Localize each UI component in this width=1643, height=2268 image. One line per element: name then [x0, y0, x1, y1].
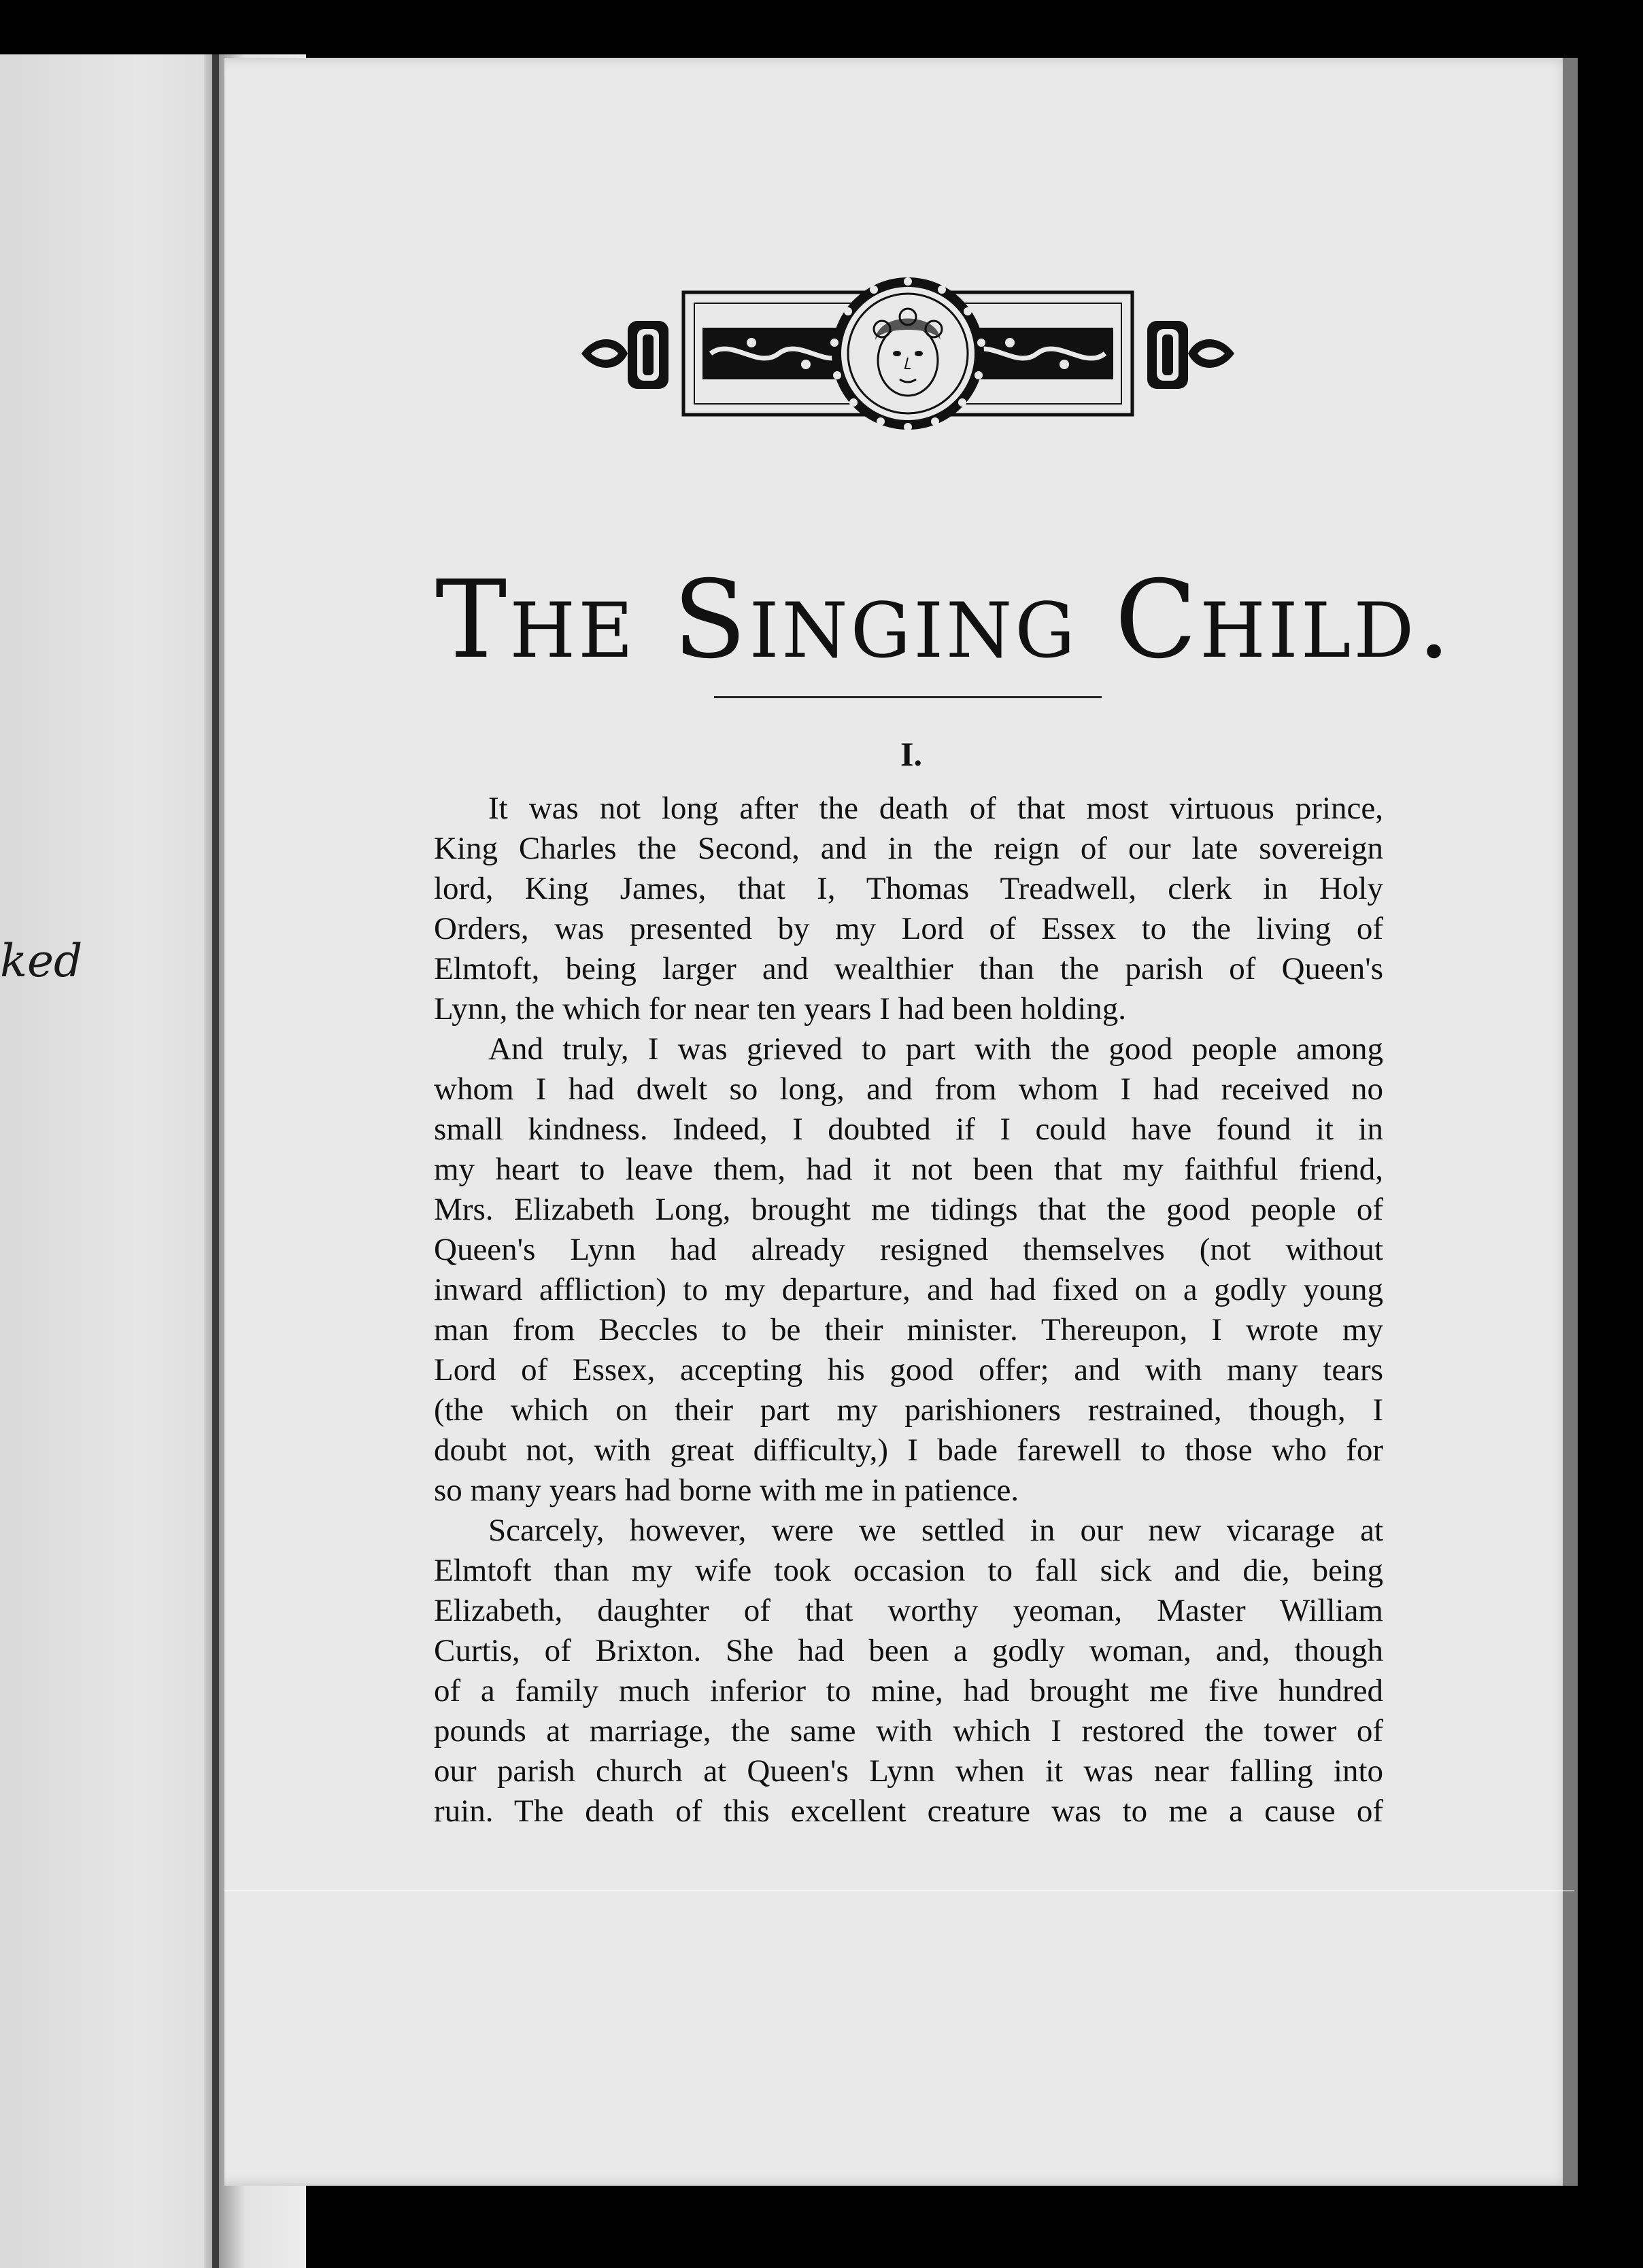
headpiece-ornament [575, 272, 1241, 435]
section-number: I. [900, 735, 922, 773]
text-line: Lynn, the which for near ten years I had been holding. [434, 991, 1127, 1027]
text-line: lord, King James, that I, Thomas Treadwell, clerk in Holy [434, 871, 1383, 906]
text-line: It was not long after the death of that most virtuous prince, [488, 791, 1383, 826]
text-line: Elmtoft than my wife took occasion to fall sick and die, being [434, 1553, 1383, 1588]
text-line: Curtis, of Brixton. She had been a godly woman, and, though [434, 1633, 1383, 1668]
text-line: of a family much inferior to mine, had brought me five hundred [434, 1673, 1383, 1708]
text-line: so many years had borne with me in patience. [434, 1473, 1019, 1508]
text-line: our parish church at Queen's Lynn when it was near falling into [434, 1753, 1383, 1789]
title-rule [714, 696, 1102, 698]
text-line: Elizabeth, daughter of that worthy yeoman, Master William [434, 1593, 1383, 1628]
text-line: (the which on their part my parishioners restrained, though, I [434, 1392, 1383, 1428]
body-text [434, 789, 1383, 1832]
facing-page-text-fragment: ked [0, 935, 83, 987]
text-line: my heart to leave them, had it not been that my faithful friend, [434, 1152, 1383, 1187]
text-line: Orders, was presented by my Lord of Essex to the living of [434, 911, 1383, 946]
page-title: The Singing Child. [435, 557, 1454, 683]
text-line: man from Beccles to be their minister. Thereupon, I wrote my [434, 1312, 1383, 1347]
text-line: Elmtoft, being larger and wealthier than the parish of Queen's [434, 951, 1383, 986]
text-line: small kindness. Indeed, I doubted if I could have found it in [434, 1112, 1383, 1147]
text-line: And truly, I was grieved to part with the good people among [488, 1031, 1383, 1067]
text-line: doubt not, with great difficulty,) I bade farewell to those who for [434, 1432, 1383, 1468]
text-line: Mrs. Elizabeth Long, brought me tidings that the good people of [434, 1192, 1383, 1227]
text-line: pounds at marriage, the same with which I restored the tower of [434, 1713, 1383, 1749]
facing-page [0, 54, 231, 2268]
scan-artifact-line [224, 1890, 1574, 1891]
text-line: inward affliction) to my departure, and had fixed on a godly young [434, 1272, 1383, 1307]
binding-crease [212, 54, 219, 2268]
text-line: Queen's Lynn had already resigned themselves (not without [434, 1232, 1383, 1267]
text-line: ruin. The death of this excellent creature was to me a cause of [434, 1793, 1383, 1829]
page-edge-shadow [1563, 58, 1578, 2186]
text-line: King Charles the Second, and in the reign of our late sovereign [434, 831, 1383, 866]
text-line: Lord of Essex, accepting his good offer; and with many tears [434, 1352, 1383, 1388]
text-line: Scarcely, however, were we settled in our new vicarage at [488, 1513, 1383, 1548]
text-line: whom I had dwelt so long, and from whom I had received no [434, 1071, 1383, 1107]
